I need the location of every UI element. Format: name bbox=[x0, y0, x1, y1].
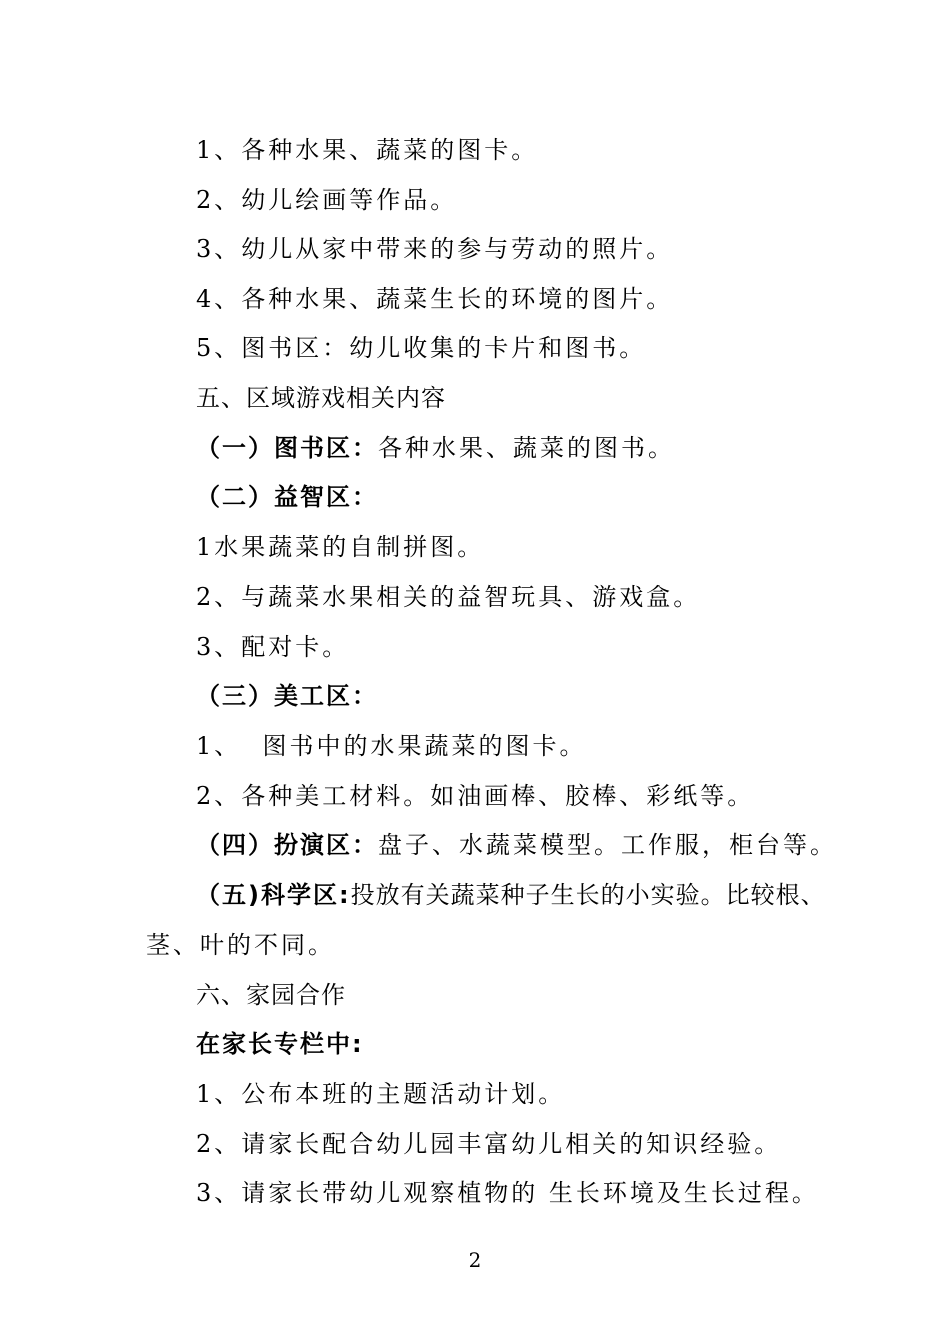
page-number: 2 bbox=[468, 1248, 482, 1272]
library-area-label: （一）图书区： bbox=[196, 434, 378, 462]
display-item-5: 5、图书区：幼儿收集的卡片和图书。 bbox=[196, 334, 647, 362]
cooperation-item-1: 1、公布本班的主题活动计划。 bbox=[196, 1080, 566, 1108]
art-item-1: 1、 图书中的水果蔬菜的图卡。 bbox=[196, 732, 587, 760]
puzzle-item-2: 2、与蔬菜水果相关的益智玩具、游戏盒。 bbox=[196, 583, 701, 611]
library-area-text: 各种水果、蔬菜的图书。 bbox=[378, 434, 675, 462]
art-item-2: 2、各种美工材料。如油画棒、胶棒、彩纸等。 bbox=[196, 782, 755, 810]
cooperation-item-3: 3、请家长带幼儿观察植物的 生长环境及生长过程。 bbox=[196, 1179, 819, 1207]
roleplay-area-text: 盘子、水蔬菜模型。工作服，柜台等。 bbox=[378, 831, 837, 859]
science-area-text-continued: 茎、叶的不同。 bbox=[146, 931, 335, 959]
display-item-1: 1、各种水果、蔬菜的图卡。 bbox=[196, 136, 539, 164]
section-6-subheading: 在家长专栏中: bbox=[196, 1030, 364, 1058]
puzzle-item-3: 3、配对卡。 bbox=[196, 633, 350, 661]
roleplay-area-label: （四）扮演区： bbox=[196, 831, 378, 859]
section-5-heading: 五、区域游戏相关内容 bbox=[196, 384, 446, 412]
display-item-2: 2、幼儿绘画等作品。 bbox=[196, 186, 458, 214]
science-area-line bbox=[196, 879, 826, 911]
art-area-label: （三）美工区： bbox=[196, 682, 378, 710]
puzzle-item-1: 1水果蔬菜的自制拼图。 bbox=[196, 533, 485, 561]
display-item-4: 4、各种水果、蔬菜生长的环境的图片。 bbox=[196, 285, 674, 313]
puzzle-area-label: （二）益智区： bbox=[196, 483, 378, 511]
display-item-3: 3、幼儿从家中带来的参与劳动的照片。 bbox=[196, 235, 674, 263]
section-6-heading: 六、家园合作 bbox=[196, 981, 346, 1009]
science-area-text: 投放有关蔬菜种子生长的小实验。比较根、 bbox=[350, 881, 826, 909]
roleplay-area-line bbox=[196, 829, 837, 861]
science-area-label: （五)科学区: bbox=[196, 881, 351, 909]
cooperation-item-2: 2、请家长配合幼儿园丰富幼儿相关的知识经验。 bbox=[196, 1130, 782, 1158]
library-area-line bbox=[196, 432, 675, 464]
